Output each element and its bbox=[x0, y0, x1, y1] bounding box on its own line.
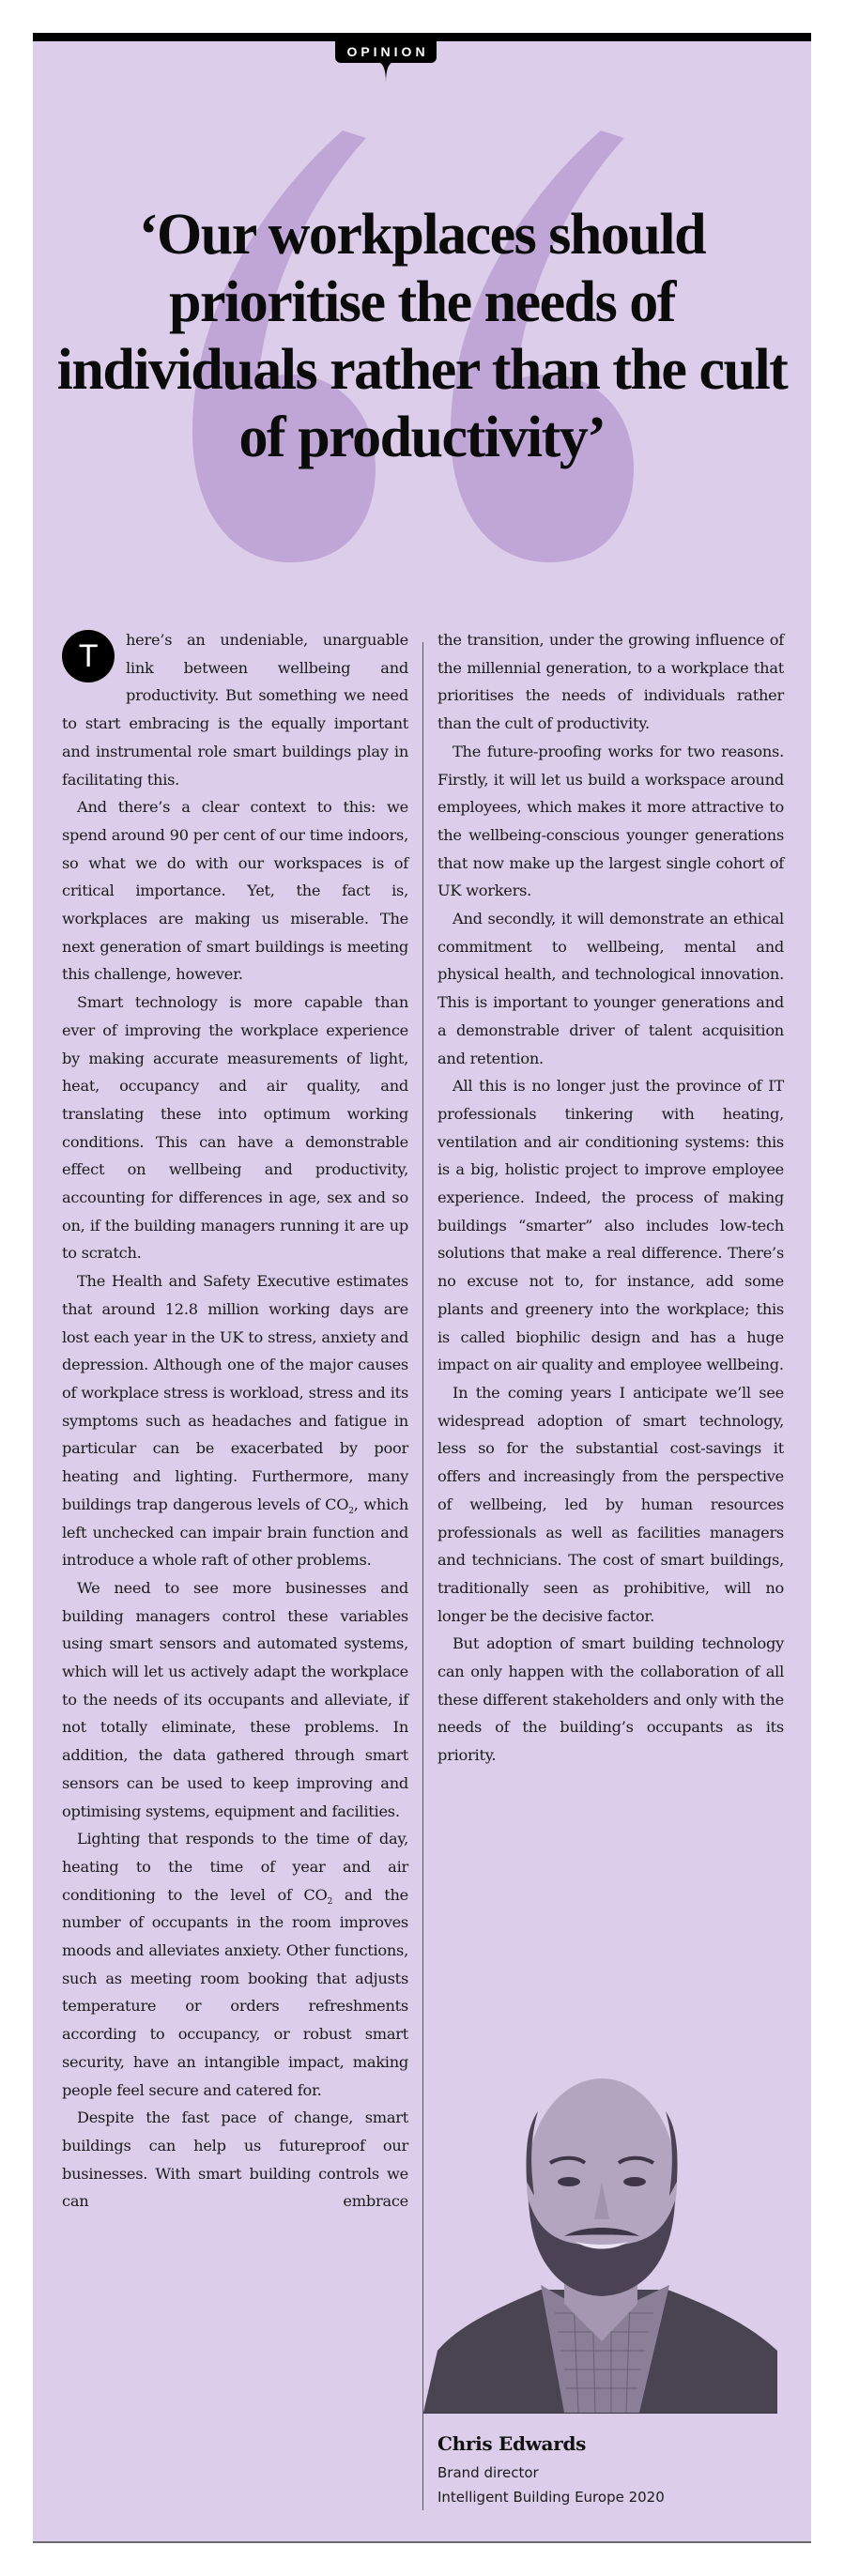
article-paragraph: All this is no longer just the province of IT professionals tinkering with heating, ventilation and air conditioning systems: this is a big, holistic project to improve employee experience. Indeed, the process of making buildings “smarter” also includes low-tech solutions that make a real difference. There’s no excuse not to, for instance, add some plants and greenery into the workplace; this is called biophilic design and has a huge impact on air quality and employee wellbeing. bbox=[437, 1077, 784, 1374]
article-column-right bbox=[437, 626, 784, 1770]
section-tab-label: OPINION bbox=[346, 44, 429, 59]
tab-pointer-icon bbox=[378, 62, 393, 83]
portrait-illustration bbox=[423, 2069, 777, 2413]
article-paragraph: Lighting that responds to the time of day, heating to the time of year and air conditioning to the level of $CO_2$ and the number of occupants in the room improves moods and alleviates anxiety. Other functions, such as meeting room booking that adjusts temperature or orders refreshments according to occupancy, or robust smart security, have an intangible impact, making people feel secure and catered for. bbox=[62, 1830, 408, 2099]
author-organisation: Intelligent Building Europe 2020 bbox=[437, 2489, 665, 2506]
article-paragraph: And secondly, it will demonstrate an ethical commitment to wellbeing, mental and physical health, and technological innovation. This is important to younger generations and a demonstrable driver of talent acquisition and retention. bbox=[437, 910, 784, 1067]
article-paragraph: The Health and Safety Executive estimates that around 12.8 million working days are lost each year in the UK to stress, anxiety and depression. Although one of the major causes of workplace stress is workload, stress and its symptoms such as headaches and fatigue in particular can be exacerbated by poor heating and lighting. Furthermore, many buildings trap dangerous levels of $CO_2$, which left unchecked can impair brain function and introduce a whole raft of other problems. bbox=[62, 1272, 408, 1570]
author-photo bbox=[423, 2069, 777, 2414]
article-paragraph: Smart technology is more capable than ever of improving the workplace experience by making accurate measurements of light, heat, occupancy and air quality, and translating these into optimum working conditions. This can have a demonstrable effect on wellbeing and productivity, accounting for differences in age, sex and so on, if the building managers running it are up to scratch. bbox=[62, 993, 408, 1263]
author-name: Chris Edwards bbox=[437, 2432, 587, 2455]
dropcap: T bbox=[62, 630, 115, 682]
section-tab bbox=[335, 40, 437, 63]
article-paragraph: T here’s an undeniable, unarguable link between wellbeing and productivity. But something we need to start embracing is the equally important and instrumental role smart buildings play in facilitating this. bbox=[62, 631, 408, 789]
opinion-panel bbox=[33, 33, 811, 2543]
article-paragraph: We need to see more businesses and building managers control these variables using smart sensors and automated systems, which will let us actively adapt the workplace to the needs of its occupants and alleviate, if not totally eliminate, these problems. In addition, the data gathered through smart sensors can be used to keep improving and optimising systems, equipment and facilities. bbox=[62, 1578, 408, 1820]
article-paragraph: The future-proofing works for two reasons. Firstly, it will let us build a workspace around employees, which makes it more attractive to the wellbeing-conscious younger generations that now make up the largest single cohort of UK workers. bbox=[437, 742, 784, 900]
article-column-left bbox=[62, 626, 408, 2216]
article-paragraph: But adoption of smart building technology can only happen with the collaboration of all these different stakeholders and only with the needs of the building’s occupants as its priority. bbox=[437, 1634, 784, 1765]
article-paragraph: And there’s a clear context to this: we spend around 90 per cent of our time indoors, so what we do with our workspaces is of critical importance. Yet, the fact is, workplaces are making us miserable. The next generation of smart buildings is meeting this challenge, however. bbox=[62, 798, 408, 984]
article-paragraph: In the coming years I anticipate we’ll see widespread adoption of smart technology, less so for the substantial cost-savings it offers and increasingly from the perspective of wellbeing, led by human resources professionals as well as facilities managers and technicians. The cost of smart buildings, traditionally seen as prohibitive, will no longer be the decisive factor. bbox=[437, 1383, 784, 1625]
author-role: Brand director bbox=[437, 2464, 539, 2481]
article-paragraph: the transition, under the growing influence of the millennial generation, to a workplace that prioritises the needs of individuals rather than the cult of productivity. bbox=[437, 631, 784, 733]
author-caption bbox=[437, 2432, 794, 2509]
article-paragraph: Despite the fast pace of change, smart buildings can help us futureproof our businesses. With smart building controls we can embrace bbox=[62, 2108, 408, 2211]
headline: ‘Our workplaces should prioritise the needs of individuals rather than the cult of productivity’ bbox=[56, 203, 788, 469]
